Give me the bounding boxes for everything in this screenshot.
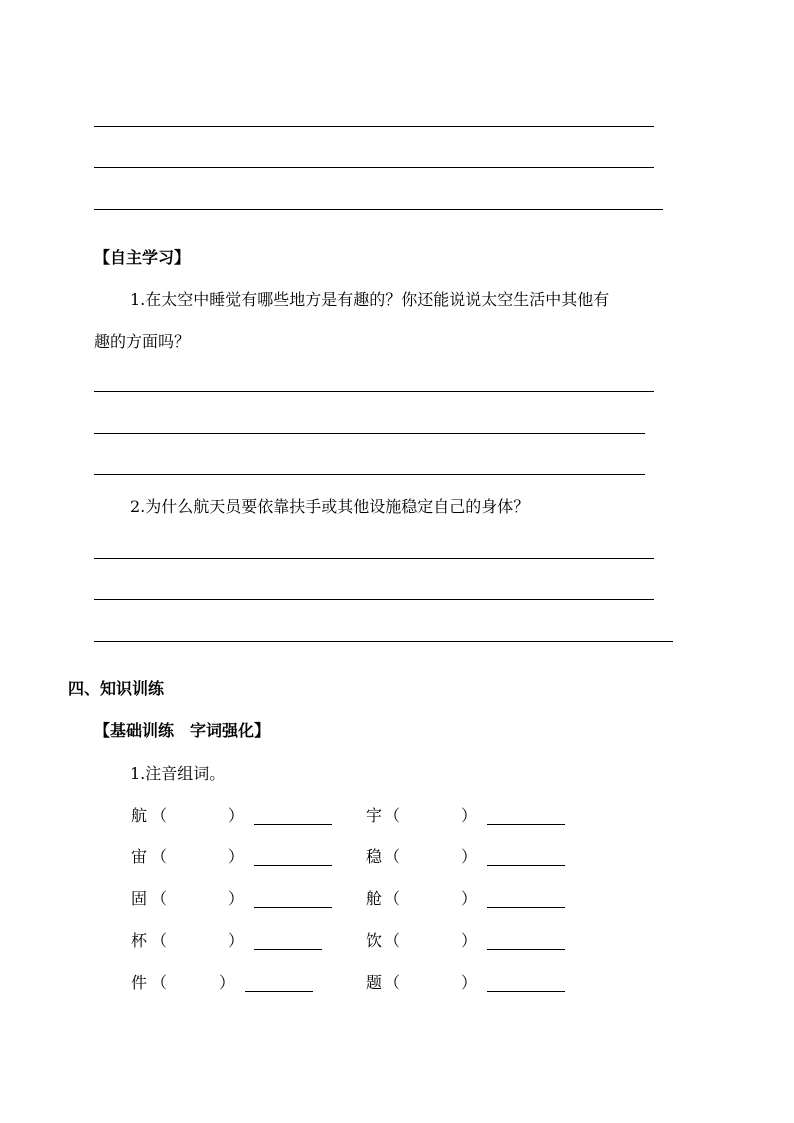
answer-line [94, 391, 654, 392]
word-blank[interactable] [487, 865, 565, 866]
answer-line [94, 641, 673, 642]
word-blank[interactable] [254, 824, 332, 825]
pinyin-row [0, 929, 794, 953]
open-paren: （ [384, 973, 401, 992]
close-paren: ） [461, 973, 478, 992]
open-paren: （ [151, 889, 168, 908]
character: 固 [131, 889, 148, 908]
self-study-heading: 【自主学习】 [94, 248, 191, 267]
answer-line [94, 126, 654, 127]
question-1-line-2: 趣的方面吗？ [94, 332, 191, 351]
word-blank[interactable] [254, 949, 322, 950]
word-blank[interactable] [487, 991, 565, 992]
open-paren: （ [384, 847, 401, 866]
answer-line [94, 599, 654, 600]
character: 饮 [366, 931, 383, 950]
answer-line [94, 209, 663, 210]
pinyin-row [0, 971, 794, 995]
word-blank[interactable] [254, 907, 332, 908]
answer-line [94, 167, 654, 168]
word-blank[interactable] [254, 865, 332, 866]
instruction: 1.注音组词。 [130, 764, 226, 783]
open-paren: （ [384, 806, 401, 825]
close-paren: ） [228, 847, 245, 866]
character: 题 [366, 973, 383, 992]
section-subheading: 【基础训练 字词强化】 [94, 721, 271, 740]
answer-line [94, 474, 645, 475]
open-paren: （ [384, 889, 401, 908]
close-paren: ） [228, 931, 245, 950]
character: 宇 [366, 806, 383, 825]
close-paren: ） [219, 973, 236, 992]
character: 舱 [366, 889, 383, 908]
character: 杯 [131, 931, 148, 950]
close-paren: ） [461, 931, 478, 950]
open-paren: （ [151, 847, 168, 866]
word-blank[interactable] [487, 824, 565, 825]
open-paren: （ [384, 931, 401, 950]
open-paren: （ [151, 973, 168, 992]
question-1-line-1: 1.在太空中睡觉有哪些地方是有趣的？你还能说说太空生活中其他有 [130, 290, 610, 309]
question-2: 2.为什么航天员要依靠扶手或其他设施稳定自己的身体？ [130, 497, 530, 516]
word-blank[interactable] [487, 949, 565, 950]
close-paren: ） [228, 806, 245, 825]
word-blank[interactable] [487, 907, 565, 908]
character: 件 [131, 973, 148, 992]
close-paren: ） [461, 806, 478, 825]
pinyin-row [0, 887, 794, 911]
close-paren: ） [461, 889, 478, 908]
answer-line [94, 558, 654, 559]
open-paren: （ [151, 931, 168, 950]
character: 稳 [366, 847, 383, 866]
word-blank[interactable] [245, 991, 313, 992]
open-paren: （ [151, 806, 168, 825]
close-paren: ） [461, 847, 478, 866]
pinyin-row [0, 845, 794, 869]
close-paren: ） [228, 889, 245, 908]
pinyin-row [0, 804, 794, 828]
character: 航 [131, 806, 148, 825]
section-title: 四、知识训练 [68, 679, 165, 698]
answer-line [94, 433, 645, 434]
character: 宙 [131, 847, 148, 866]
